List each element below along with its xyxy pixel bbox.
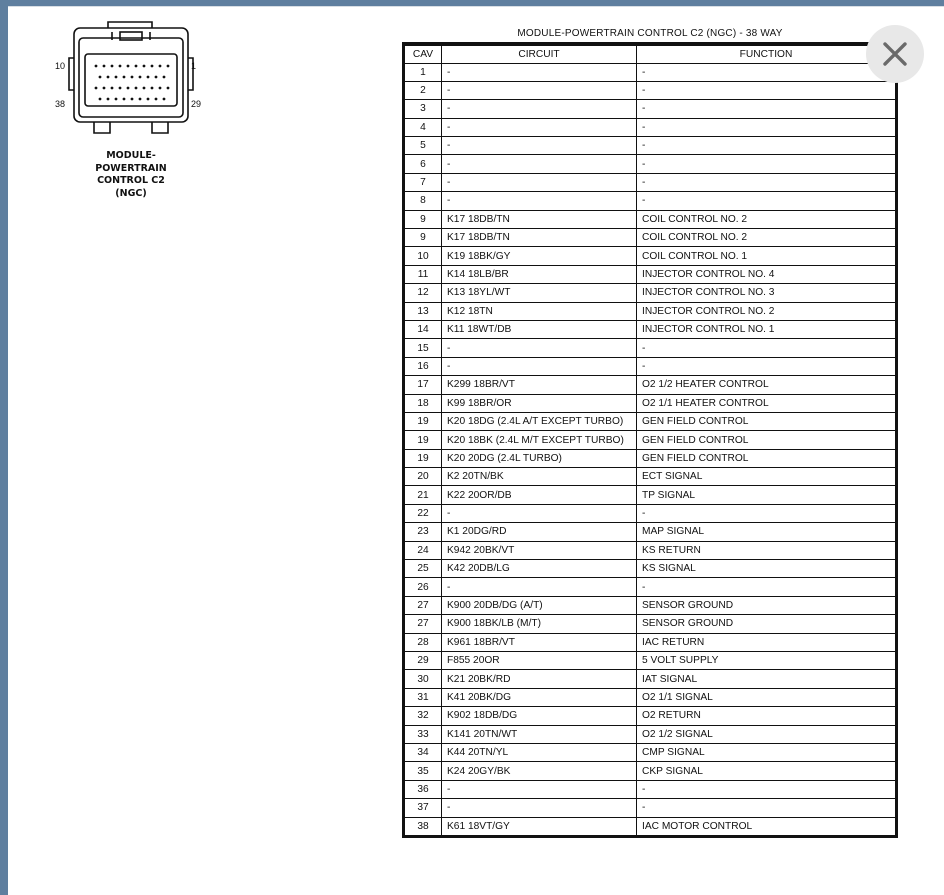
circuit-cell: K17 18DB/TN	[442, 229, 637, 247]
table-row	[405, 137, 896, 155]
circuit-cell: -	[442, 339, 637, 357]
table-row	[405, 247, 896, 265]
function-cell: -	[637, 81, 896, 99]
table-row	[405, 376, 896, 394]
table-header-row	[405, 45, 896, 63]
function-cell: MAP SIGNAL	[637, 523, 896, 541]
table-row	[405, 541, 896, 559]
cav-cell: 19	[405, 431, 442, 449]
cav-cell: 3	[405, 100, 442, 118]
circuit-cell: K141 20TN/WT	[442, 725, 637, 743]
cav-cell: 9	[405, 210, 442, 228]
cav-cell: 27	[405, 596, 442, 614]
table-row	[405, 560, 896, 578]
function-cell: O2 1/1 HEATER CONTROL	[637, 394, 896, 412]
cav-cell: 15	[405, 339, 442, 357]
function-cell: GEN FIELD CONTROL	[637, 449, 896, 467]
function-cell: CKP SIGNAL	[637, 762, 896, 780]
table-title: MODULE-POWERTRAIN CONTROL C2 (NGC) - 38 WAY	[517, 28, 783, 39]
cav-cell: 20	[405, 468, 442, 486]
cav-cell: 37	[405, 799, 442, 817]
function-cell: -	[637, 780, 896, 798]
cav-cell: 38	[405, 817, 442, 835]
cav-cell: 23	[405, 523, 442, 541]
function-cell: -	[637, 339, 896, 357]
cav-cell: 11	[405, 265, 442, 283]
table-row	[405, 173, 896, 191]
function-cell: -	[637, 118, 896, 136]
function-cell: SENSOR GROUND	[637, 615, 896, 633]
table-row	[405, 210, 896, 228]
function-cell: IAC RETURN	[637, 633, 896, 651]
header-circuit: CIRCUIT	[442, 45, 637, 63]
circuit-cell: -	[442, 504, 637, 522]
function-cell: -	[637, 137, 896, 155]
cav-cell: 24	[405, 541, 442, 559]
circuit-cell: -	[442, 799, 637, 817]
function-cell: -	[637, 155, 896, 173]
table-row	[405, 63, 896, 81]
table-row	[405, 707, 896, 725]
cav-cell: 30	[405, 670, 442, 688]
function-cell: IAT SIGNAL	[637, 670, 896, 688]
module-label	[86, 150, 176, 200]
function-cell: COIL CONTROL NO. 2	[637, 210, 896, 228]
function-cell: 5 VOLT SUPPLY	[637, 652, 896, 670]
circuit-cell: K44 20TN/YL	[442, 743, 637, 761]
function-cell: IAC MOTOR CONTROL	[637, 817, 896, 835]
function-cell: ECT SIGNAL	[637, 468, 896, 486]
close-icon	[880, 39, 910, 69]
circuit-cell: -	[442, 137, 637, 155]
table-row	[405, 688, 896, 706]
cav-cell: 22	[405, 504, 442, 522]
circuit-cell: K11 18WT/DB	[442, 320, 637, 338]
circuit-cell: K299 18BR/VT	[442, 376, 637, 394]
table-row	[405, 192, 896, 210]
circuit-cell: K2 20TN/BK	[442, 468, 637, 486]
circuit-cell: K20 18DG (2.4L A/T EXCEPT TURBO)	[442, 412, 637, 430]
function-cell: -	[637, 357, 896, 375]
table-row	[405, 431, 896, 449]
function-cell: -	[637, 799, 896, 817]
circuit-cell: K900 18BK/LB (M/T)	[442, 615, 637, 633]
circuit-cell: K41 20BK/DG	[442, 688, 637, 706]
table-row	[405, 412, 896, 430]
module-label-line: (NGC)	[115, 187, 147, 199]
cav-cell: 19	[405, 412, 442, 430]
circuit-cell: -	[442, 81, 637, 99]
cav-cell: 9	[405, 229, 442, 247]
circuit-cell: K22 20OR/DB	[442, 486, 637, 504]
table-row	[405, 265, 896, 283]
pin-label-29: 29	[191, 99, 202, 109]
cav-cell: 8	[405, 192, 442, 210]
table-row	[405, 670, 896, 688]
circuit-cell: K942 20BK/VT	[442, 541, 637, 559]
function-cell: TP SIGNAL	[637, 486, 896, 504]
table-row	[405, 523, 896, 541]
circuit-cell: -	[442, 192, 637, 210]
table-row	[405, 394, 896, 412]
table-row	[405, 118, 896, 136]
function-cell: KS SIGNAL	[637, 560, 896, 578]
function-cell: INJECTOR CONTROL NO. 4	[637, 265, 896, 283]
cav-cell: 34	[405, 743, 442, 761]
circuit-cell: K20 20DG (2.4L TURBO)	[442, 449, 637, 467]
table-row	[405, 339, 896, 357]
table-row	[405, 229, 896, 247]
cav-cell: 29	[405, 652, 442, 670]
circuit-cell: -	[442, 357, 637, 375]
function-cell: O2 1/2 SIGNAL	[637, 725, 896, 743]
cav-cell: 25	[405, 560, 442, 578]
circuit-cell: -	[442, 155, 637, 173]
circuit-cell: K17 18DB/TN	[442, 210, 637, 228]
cav-cell: 1	[405, 63, 442, 81]
table-row	[405, 780, 896, 798]
module-label-line: MODULE-	[106, 150, 156, 161]
cav-cell: 10	[405, 247, 442, 265]
cav-cell: 18	[405, 394, 442, 412]
function-cell: CMP SIGNAL	[637, 743, 896, 761]
pinout-table	[404, 44, 896, 836]
cav-cell: 33	[405, 725, 442, 743]
header-cav: CAV	[405, 45, 442, 63]
function-cell: -	[637, 578, 896, 596]
table-row	[405, 155, 896, 173]
table-row	[405, 633, 896, 651]
table-row	[405, 81, 896, 99]
table-row	[405, 468, 896, 486]
pin-label-1: 1	[191, 61, 197, 71]
circuit-cell: K21 20BK/RD	[442, 670, 637, 688]
circuit-cell: K19 18BK/GY	[442, 247, 637, 265]
circuit-cell: F855 20OR	[442, 652, 637, 670]
function-cell: COIL CONTROL NO. 1	[637, 247, 896, 265]
module-label-line: POWERTRAIN	[95, 162, 167, 174]
circuit-cell: K13 18YL/WT	[442, 284, 637, 302]
function-cell: COIL CONTROL NO. 2	[637, 229, 896, 247]
table-body	[405, 63, 896, 835]
function-cell: -	[637, 63, 896, 81]
function-cell: -	[637, 504, 896, 522]
circuit-cell: -	[442, 780, 637, 798]
function-cell: INJECTOR CONTROL NO. 2	[637, 302, 896, 320]
cav-cell: 16	[405, 357, 442, 375]
circuit-cell: K20 18BK (2.4L M/T EXCEPT TURBO)	[442, 431, 637, 449]
function-cell: INJECTOR CONTROL NO. 3	[637, 284, 896, 302]
cav-cell: 28	[405, 633, 442, 651]
cav-cell: 17	[405, 376, 442, 394]
cav-cell: 13	[405, 302, 442, 320]
circuit-cell: K1 20DG/RD	[442, 523, 637, 541]
circuit-cell: K961 18BR/VT	[442, 633, 637, 651]
pin-label-10: 10	[55, 61, 66, 71]
circuit-cell: -	[442, 173, 637, 191]
function-cell: -	[637, 100, 896, 118]
pin-label-38: 38	[55, 99, 66, 109]
cav-cell: 6	[405, 155, 442, 173]
cav-cell: 12	[405, 284, 442, 302]
module-label-line: CONTROL C2	[97, 175, 165, 186]
circuit-cell: -	[442, 100, 637, 118]
circuit-cell: K14 18LB/BR	[442, 265, 637, 283]
header-function: FUNCTION	[637, 45, 896, 63]
cav-cell: 36	[405, 780, 442, 798]
circuit-cell: K902 18DB/DG	[442, 707, 637, 725]
cav-cell: 32	[405, 707, 442, 725]
table-row	[405, 302, 896, 320]
table-row	[405, 100, 896, 118]
table-row	[405, 743, 896, 761]
table-row	[405, 357, 896, 375]
table-row	[405, 504, 896, 522]
table-row	[405, 725, 896, 743]
circuit-cell: -	[442, 118, 637, 136]
circuit-cell: K900 20DB/DG (A/T)	[442, 596, 637, 614]
cav-cell: 14	[405, 320, 442, 338]
connector-diagram	[52, 20, 212, 140]
function-cell: GEN FIELD CONTROL	[637, 412, 896, 430]
cav-cell: 19	[405, 449, 442, 467]
table-row	[405, 817, 896, 835]
function-cell: O2 1/2 HEATER CONTROL	[637, 376, 896, 394]
table-row	[405, 320, 896, 338]
circuit-cell: -	[442, 63, 637, 81]
table-row	[405, 799, 896, 817]
table-row	[405, 652, 896, 670]
function-cell: SENSOR GROUND	[637, 596, 896, 614]
cav-cell: 27	[405, 615, 442, 633]
cav-cell: 21	[405, 486, 442, 504]
table-row	[405, 284, 896, 302]
function-cell: O2 1/1 SIGNAL	[637, 688, 896, 706]
function-cell: INJECTOR CONTROL NO. 1	[637, 320, 896, 338]
table-row	[405, 486, 896, 504]
cav-cell: 2	[405, 81, 442, 99]
table-row	[405, 449, 896, 467]
close-button[interactable]	[866, 25, 924, 83]
table-row	[405, 596, 896, 614]
circuit-cell: K99 18BR/OR	[442, 394, 637, 412]
circuit-cell: K12 18TN	[442, 302, 637, 320]
function-cell: GEN FIELD CONTROL	[637, 431, 896, 449]
cav-cell: 4	[405, 118, 442, 136]
cav-cell: 5	[405, 137, 442, 155]
circuit-cell: -	[442, 578, 637, 596]
function-cell: -	[637, 192, 896, 210]
table-row	[405, 762, 896, 780]
circuit-cell: K61 18VT/GY	[442, 817, 637, 835]
table-row	[405, 578, 896, 596]
function-cell: -	[637, 173, 896, 191]
cav-cell: 7	[405, 173, 442, 191]
function-cell: O2 RETURN	[637, 707, 896, 725]
cav-cell: 26	[405, 578, 442, 596]
table-row	[405, 615, 896, 633]
circuit-cell: K24 20GY/BK	[442, 762, 637, 780]
circuit-cell: K42 20DB/LG	[442, 560, 637, 578]
cav-cell: 31	[405, 688, 442, 706]
function-cell: KS RETURN	[637, 541, 896, 559]
cav-cell: 35	[405, 762, 442, 780]
